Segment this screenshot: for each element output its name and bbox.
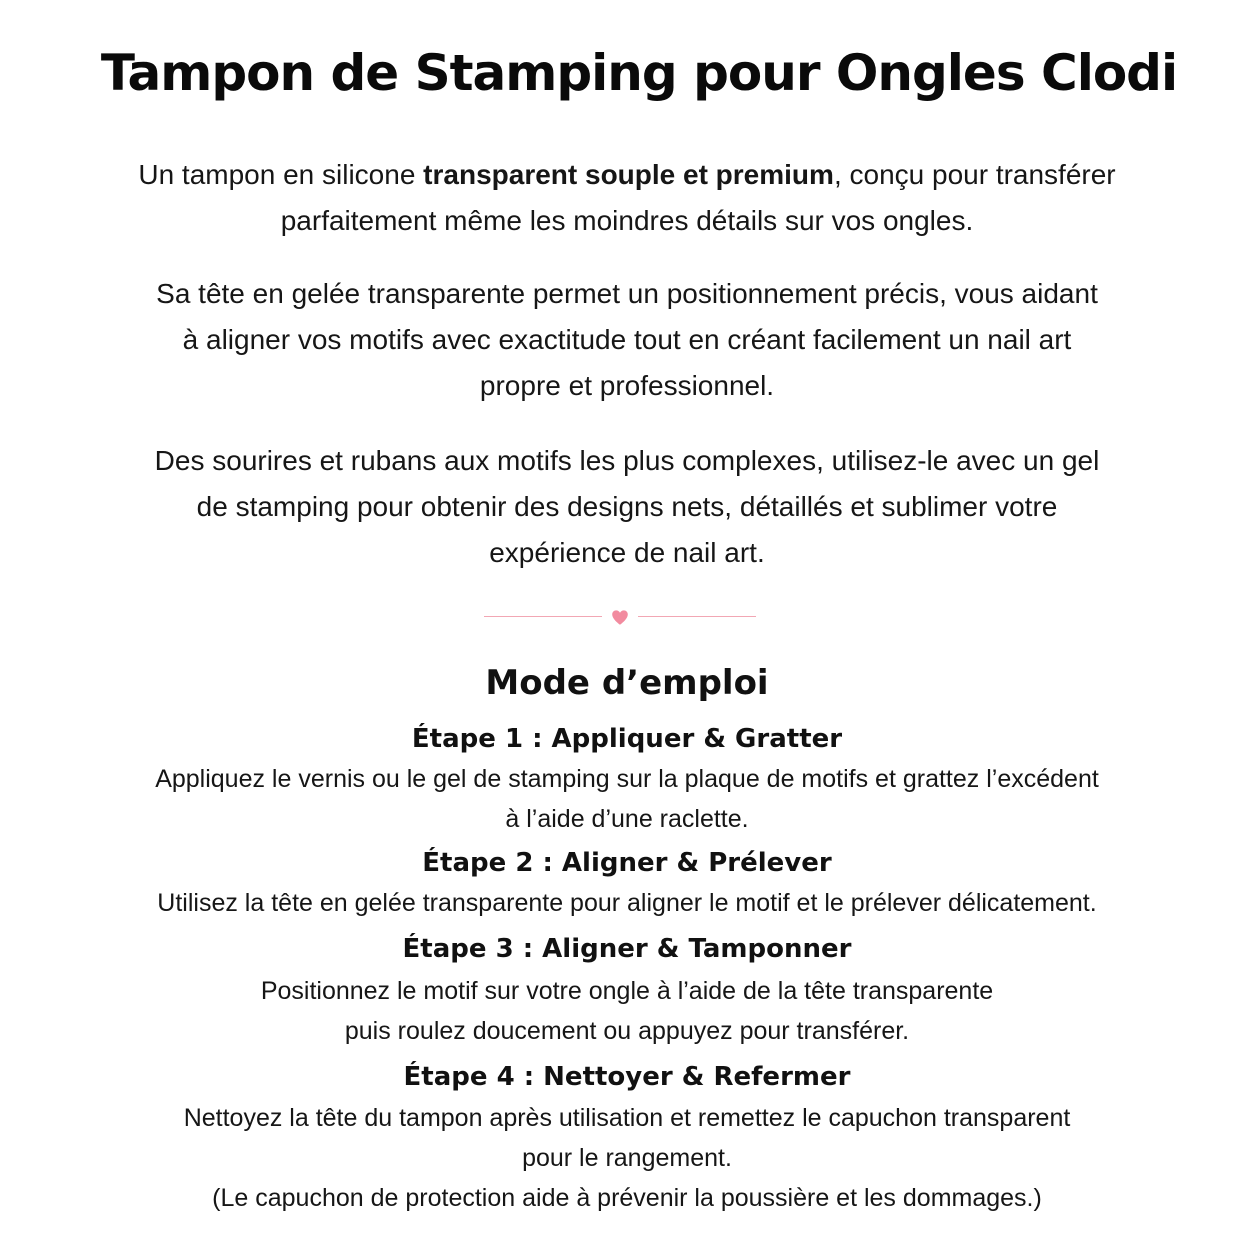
intro-p1-line-2: parfaitement même les moindres détails sur vos ongles.: [280, 205, 974, 236]
divider-line-left: [484, 616, 602, 617]
instructions-heading: Mode d’emploi: [485, 663, 769, 703]
step-3-line-2: puis roulez doucement ou appuyez pour transférer.: [344, 1017, 910, 1045]
intro-p2-line-2: à aligner vos motifs avec exactitude tout en créant facilement un nail art: [182, 324, 1072, 355]
page-title: Tampon de Stamping pour Ongles Clodi: [100, 44, 1178, 102]
intro-p3-line-1: Des sourires et rubans aux motifs les plus complexes, utilisez-le avec un gel: [154, 445, 1100, 476]
step-1-description: [107, 759, 1147, 839]
heart-divider: [484, 606, 756, 628]
step-1-line-1: Appliquez le vernis ou le gel de stamping sur la plaque de motifs et grattez l’excédent: [155, 765, 1099, 793]
intro-p1-text-end: , conçu pour transférer: [833, 159, 1116, 190]
intro-paragraph-1: [107, 152, 1147, 244]
divider-line-right: [638, 616, 756, 617]
step-4-description: [107, 1098, 1147, 1218]
step-2-line-1: Utilisez la tête en gelée transparente pour aligner le motif et le prélever délicatement.: [157, 889, 1097, 917]
step-1-title: Étape 1 : Appliquer & Gratter: [411, 724, 843, 754]
intro-p3-line-3: expérience de nail art.: [489, 537, 765, 568]
intro-paragraph-3: [107, 438, 1147, 576]
intro-p1-text-start: Un tampon en silicone: [138, 159, 424, 190]
step-3-line-1: Positionnez le motif sur votre ongle à l’aide de la tête transparente: [260, 977, 994, 1005]
intro-p2-line-1: Sa tête en gelée transparente permet un positionnement précis, vous aidant: [156, 278, 1098, 309]
step-1-line-2: à l’aide d’une raclette.: [505, 805, 749, 833]
intro-p1-bold-text: transparent souple et premium: [423, 159, 834, 190]
step-4-line-2: pour le rangement.: [522, 1144, 732, 1172]
intro-paragraph-2: [107, 271, 1147, 409]
intro-p3-line-2: de stamping pour obtenir des designs nets, détaillés et sublimer votre: [196, 491, 1058, 522]
step-4-line-3: (Le capuchon de protection aide à prévenir la poussière et les dommages.): [212, 1184, 1042, 1212]
step-2-title: Étape 2 : Aligner & Prélever: [422, 848, 832, 878]
step-2-description: [107, 883, 1147, 923]
intro-p2-line-3: propre et professionnel.: [479, 370, 775, 401]
step-4-line-1: Nettoyez la tête du tampon après utilisation et remettez le capuchon transparent: [183, 1104, 1071, 1132]
step-3-title: Étape 3 : Aligner & Tamponner: [402, 934, 852, 964]
step-3-description: [107, 971, 1147, 1051]
heart-icon: [609, 606, 631, 628]
step-4-title: Étape 4 : Nettoyer & Refermer: [403, 1062, 851, 1092]
